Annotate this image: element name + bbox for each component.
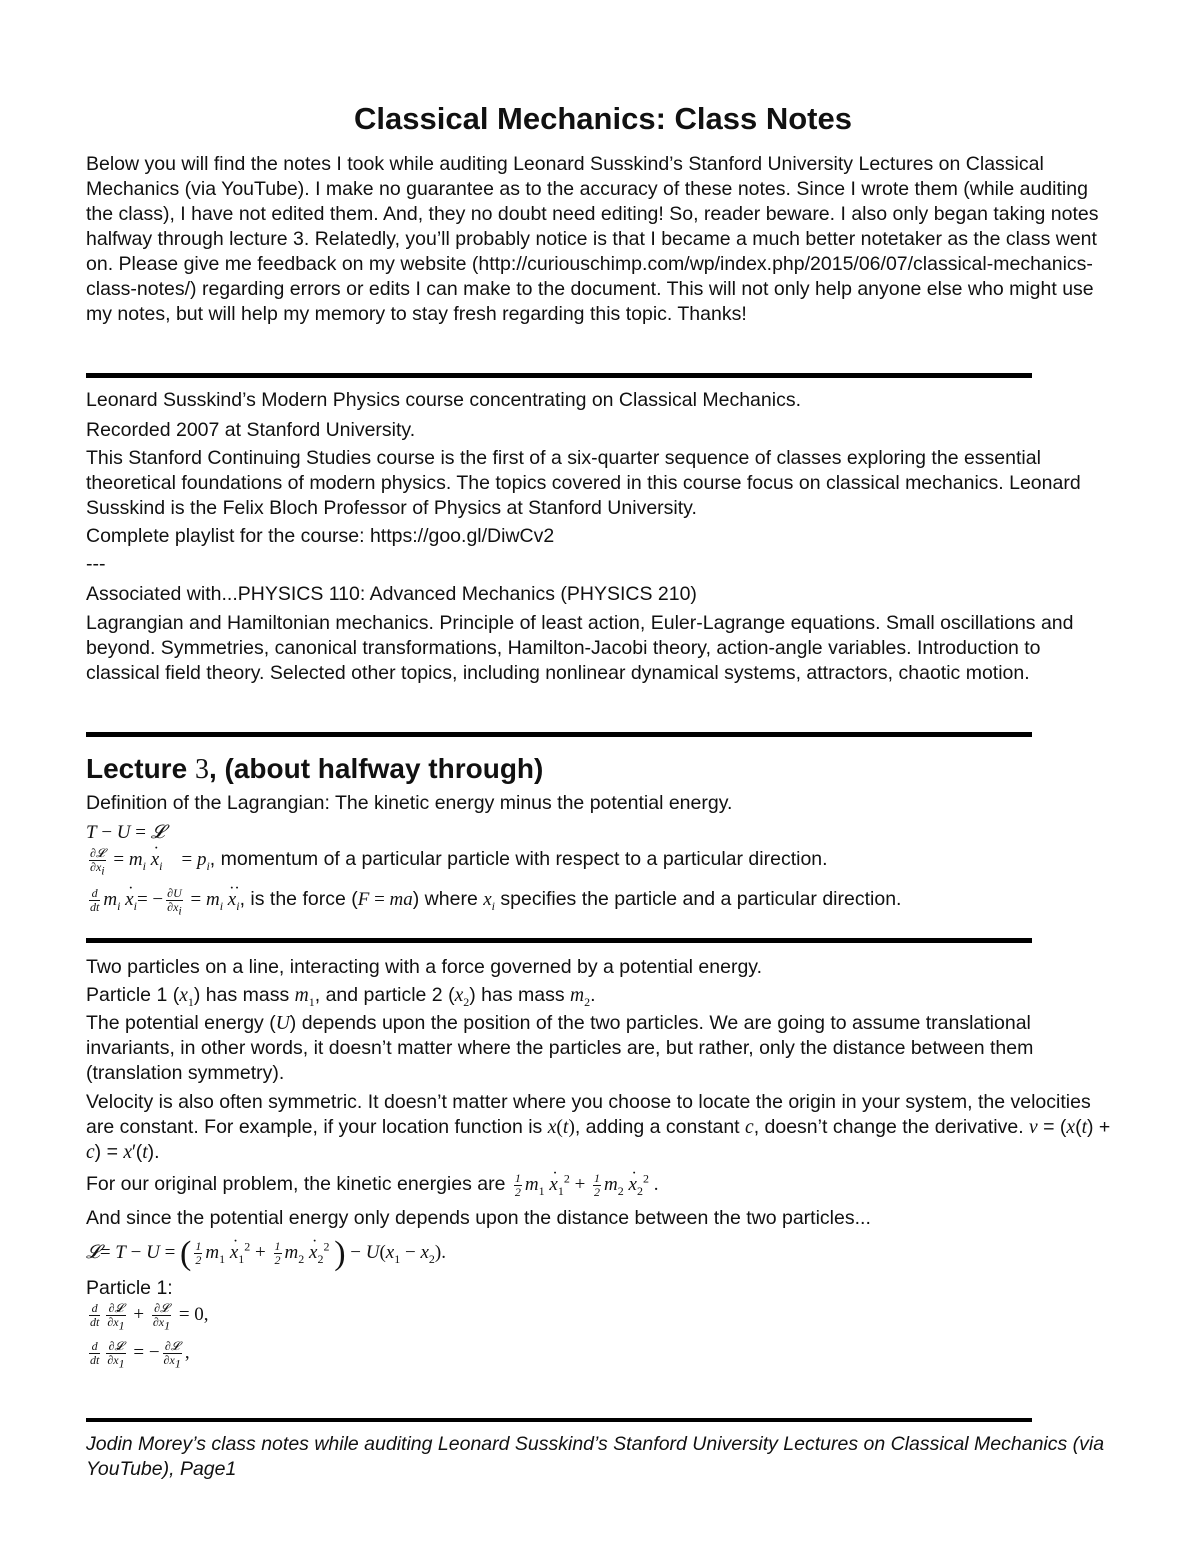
equation-euler-lagrange-2: $\frac{d}{dt}$ $\frac{\text{∂𝓛}}{\partial\cdot x_1}$ = − $\frac{\text{∂𝓛}}{\partial x_1}$ , bbox=[86, 1340, 190, 1367]
equation-euler-lagrange-1: $\frac{d}{dt}$ $\frac{\text{∂𝓛}}{\partial\cdot x_1}$ + $\frac{\text{∂𝓛}}{\partial x_1}$ = 0, bbox=[86, 1302, 209, 1329]
equation-force: $\frac{d}{dt}$ $m_i \cdot x_i=$ − $\frac{\partial U}{\partial x_i}$ = $m_i \cdot\cdot x_i$, is the force (F = ma) where $x_i$ specifies the particle and a particular direction. bbox=[86, 887, 901, 914]
course-line-2: Recorded 2007 at Stanford University. bbox=[86, 419, 416, 441]
kinetic-energies: For our original problem, the kinetic energies are $\frac{1}{2}$ $m_1 \cdot x_1^2$ + $\frac{1}{2}$ $m_2 \cdot x_2^2$ . bbox=[86, 1172, 658, 1199]
divider bbox=[86, 938, 1032, 943]
potential-energy-paragraph: The potential energy (U) depends upon the position of the two particles. We are going to assume translational invariants, in other words, it doesn’t matter where the particles are, but rather, only the distance between them (translation symmetry). bbox=[86, 1012, 1034, 1084]
since-potential-line: And since the potential energy only depends upon the distance between the two particles... bbox=[86, 1207, 871, 1229]
page-title: Classical Mechanics: Class Notes bbox=[354, 101, 852, 136]
lagrangian-definition: Definition of the Lagrangian: The kinetic energy minus the potential energy. bbox=[86, 792, 733, 814]
divider bbox=[86, 732, 1032, 737]
two-particles-line: Two particles on a line, interacting with a force governed by a potential energy. bbox=[86, 956, 763, 978]
equation-lagrangian: T − U = 𝓛 bbox=[86, 821, 165, 843]
course-associated: Associated with...PHYSICS 110: Advanced Mechanics (PHYSICS 210) bbox=[86, 583, 697, 605]
equation-full-lagrangian: 𝓛= T − U = ( $\frac{1}{2}$ $m_1 \cdot x_1^2$ + $\frac{1}{2}$ $m_2 \cdot x_2^2$ ) − $U(x_1 - x_2)$. bbox=[86, 1240, 446, 1267]
course-paragraph: This Stanford Continuing Studies course is the first of a six-quarter sequence of classes exploring the essential theoretical foundations of modern physics. The topics covered in this course focus on classical mechanics. Leonard Susskind is the Felix Bloch Professor of Physics at Stanford University. bbox=[86, 447, 1081, 519]
particle-1-label: Particle 1: bbox=[86, 1277, 173, 1299]
lecture-heading: Lecture 3, (about halfway through) bbox=[86, 753, 544, 785]
velocity-paragraph: Velocity is also often symmetric. It doesn’t matter where you choose to locate the origin in your system, the velocities are constant. For example, if your location function is x(t), adding a constant c, doesn’t change the derivative. v = (x(t) + c) = x′(t). bbox=[86, 1091, 1111, 1163]
course-dash: --- bbox=[86, 553, 106, 575]
intro-paragraph: Below you will find the notes I took while auditing Leonard Susskind’s Stanford University Lectures on Classical Mechanics (via YouTube). I make no guarantee as to the accuracy of these notes. Since I wrote them (while auditing the class), I have not edited them. And, they no doubt need editing! So, reader beware. I also only began taking notes halfway through lecture 3. Relatedly, you’ll probably notice is that I became a much better notetaker as the class went on. Please give me feedback on my website (http://curiouschimp.com/wp/index.php/2015/06/07/classical-mechanics-class-notes/) regarding errors or edits I can make to the document. This will not only help anyone else who might use my notes, but will help my memory to stay fresh regarding this topic. Thanks! bbox=[86, 153, 1099, 325]
equation-momentum: $\frac{\text{∂𝓛}}{\partial\cdot x_i}$ = $m_i \cdot x_i$ = $p_i$, momentum of a particular particle with respect to a particular direction. bbox=[86, 847, 828, 874]
divider bbox=[86, 373, 1032, 378]
course-playlist: Complete playlist for the course: https://goo.gl/DiwCv2 bbox=[86, 525, 555, 547]
footer-divider bbox=[86, 1418, 1032, 1422]
page-footer: Jodin Morey’s class notes while auditing Leonard Susskind’s Stanford University Lectures on Classical Mechanics (via YouTube), Page1 bbox=[86, 1433, 1105, 1480]
course-description: Lagrangian and Hamiltonian mechanics. Principle of least action, Euler-Lagrange equations. Small oscillations and beyond. Symmetries, canonical transformations, Hamilton-Jacobi theory, action-angle variables. Introduction to classical field theory. Selected other topics, including nonlinear dynamical systems, attractors, chaotic motion. bbox=[86, 612, 1074, 684]
course-line-1: Leonard Susskind’s Modern Physics course concentrating on Classical Mechanics. bbox=[86, 389, 801, 411]
particle-masses: Particle 1 $(x_1)$ has mass $m_1$, and particle 2 $(x_2)$ has mass $m_2$. bbox=[86, 984, 596, 1009]
